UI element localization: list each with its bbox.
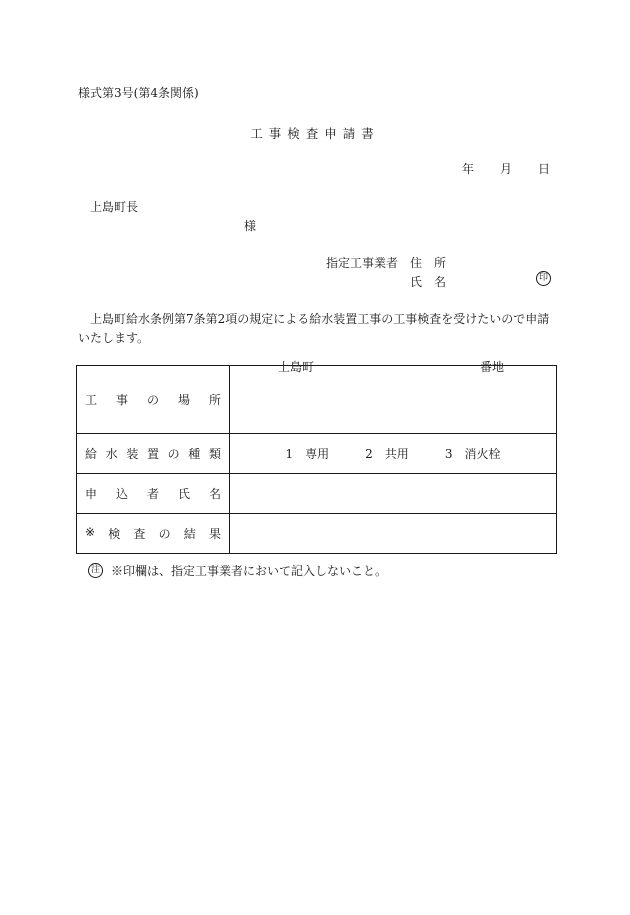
date-line [462,160,550,177]
label-char: の [167,447,180,461]
lot-number-suffix: 番地 [480,360,505,374]
label-char: 検 [108,527,121,541]
label-char: 込 [115,487,128,501]
type-option-private[interactable]: 1 専用 [285,447,330,461]
table-row [77,474,557,514]
label-char: 査 [133,527,146,541]
applicant-label: 指定工事業者 [326,256,399,270]
date-year-label: 年 [461,162,474,176]
address-label-text: 住 所 [410,256,447,270]
label-char: 置 [146,447,159,461]
inspection-form-table [76,360,557,554]
inspection-result-label [77,525,229,542]
construction-place-label [77,391,229,408]
label-char: 水 [105,447,118,461]
town-name: 上島町 [278,360,315,374]
form-number: 様式第3号(第4条関係) [78,86,199,100]
label-char: 果 [208,527,221,541]
table-row [77,514,557,554]
label-char: の [158,527,171,541]
label-char: 装 [126,447,139,461]
label-char: 所 [208,393,221,407]
footnote-text: ※印欄は、指定工事業者において記入しないこと。 [111,564,388,578]
footnote [88,562,387,579]
label-char: 者 [146,487,159,501]
device-type-label [77,445,229,462]
date-month-label: 月 [499,162,512,176]
date-day-label: 日 [537,162,550,176]
label-cell [77,366,230,434]
device-type-field[interactable] [230,434,557,474]
inspection-result-field[interactable] [230,514,557,554]
label-char: 種 [188,447,201,461]
label-char: 場 [177,393,190,407]
type-option-hydrant[interactable]: 3 消火栓 [444,447,501,461]
address-label [410,254,446,271]
label-cell [77,474,230,514]
label-char: 結 [183,527,196,541]
construction-place-field[interactable] [230,360,557,434]
application-statement: 上島町給水条例第7条第2項の規定による給水装置工事の工事検査を受けたいので申請いたします。 [78,312,550,345]
label-char: ※ [85,525,96,539]
label-cell [77,514,230,554]
label-char: 氏 [177,487,190,501]
document-title: 工事検査申請書 [250,126,380,141]
table-row [77,434,557,474]
applicant-name-label [77,485,229,502]
label-char: 申 [85,487,98,501]
applicant-name-field[interactable] [230,474,557,514]
table-row [77,366,557,434]
type-option-shared[interactable]: 2 共用 [365,447,409,461]
label-char: 事 [115,393,128,407]
label-char: の [146,393,159,407]
label-char: 工 [85,393,98,407]
label-char: 名 [208,487,221,501]
label-char: 給 [85,447,98,461]
seal-icon: 印 [536,271,551,286]
name-label [410,273,446,290]
name-label-text: 氏 名 [410,275,447,289]
label-cell [77,434,230,474]
note-icon: 注 [88,563,103,578]
label-char: 類 [208,447,221,461]
honorific: 様 [244,219,257,233]
addressee: 上島町長 [90,200,139,214]
